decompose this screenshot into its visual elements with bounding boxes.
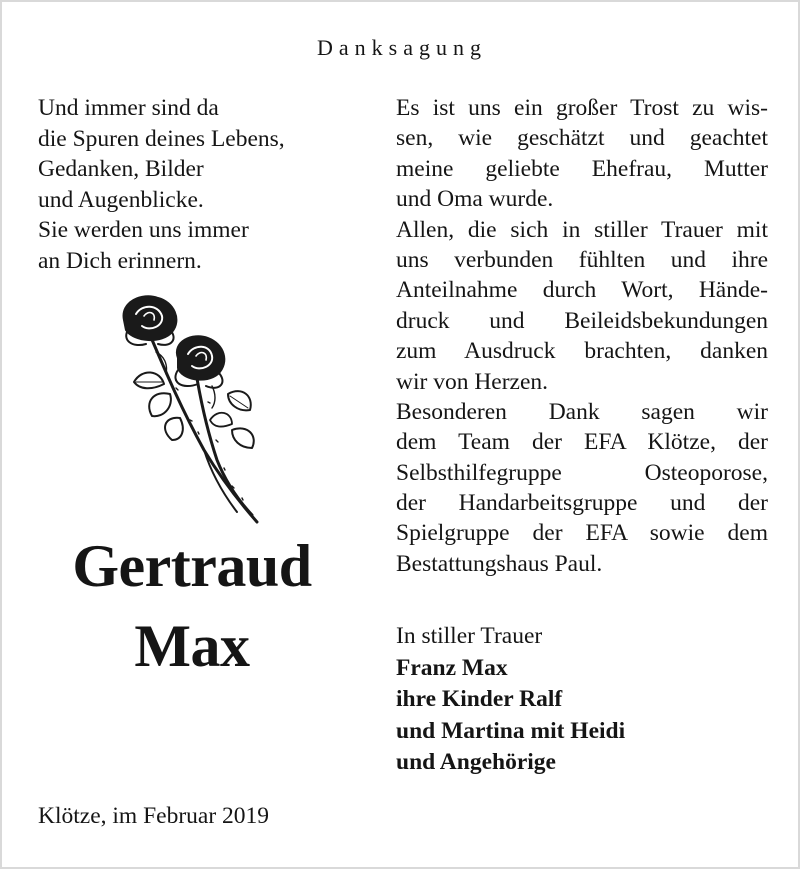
place-date: Klötze, im Februar 2019 bbox=[38, 803, 270, 829]
message-line: und Oma wurde. bbox=[396, 186, 554, 213]
poem-line: Gedanken, Bilder bbox=[38, 156, 204, 182]
signature-intro: In stiller Trauer bbox=[396, 623, 543, 649]
signature-name: und Angehörige bbox=[396, 749, 556, 775]
thank-you-message bbox=[396, 93, 768, 579]
message-line: Spielgruppe der EFA sowie dem bbox=[396, 520, 768, 547]
signature-name: Franz Max bbox=[396, 654, 508, 681]
message-line: Es ist uns ein großer Trost zu wis- bbox=[396, 95, 768, 121]
message-line: zum Ausdruck brachten, danken bbox=[396, 338, 768, 365]
poem-line: an Dich erinnern. bbox=[38, 247, 202, 274]
rose-icon bbox=[112, 290, 282, 530]
message-line: Allen, die sich in stiller Trauer mit bbox=[396, 216, 768, 243]
message-line: dem Team der EFA Klötze, der bbox=[396, 429, 768, 456]
deceased-last-name: Max bbox=[134, 613, 250, 679]
poem-line: und Augenblicke. bbox=[38, 186, 204, 213]
poem-line: die Spuren deines Lebens, bbox=[38, 125, 285, 152]
message-line: wir von Herzen. bbox=[396, 368, 549, 395]
message-line: meine geliebte Ehefrau, Mutter bbox=[396, 155, 768, 182]
message-line: der Handarbeitsgruppe und der bbox=[396, 490, 768, 517]
poem bbox=[38, 93, 358, 276]
signature-block bbox=[396, 621, 768, 779]
message-line: sen, wie geschätzt und geachtet bbox=[396, 125, 768, 152]
message-line: Selbsthilfegruppe Osteoporose, bbox=[396, 459, 768, 486]
message-line: Besonderen Dank sagen wir bbox=[396, 398, 768, 425]
deceased-first-name: Gertraud bbox=[72, 533, 312, 599]
signature-name: ihre Kinder Ralf bbox=[396, 686, 563, 712]
message-line: Anteilnahme durch Wort, Hände- bbox=[396, 277, 768, 304]
message-line: druck und Beileidsbekundungen bbox=[396, 307, 768, 334]
message-line: Bestattungshaus Paul. bbox=[396, 550, 603, 577]
notice-heading: Danksagung bbox=[317, 35, 487, 60]
poem-line: Und immer sind da bbox=[38, 95, 219, 121]
poem-line: Sie werden uns immer bbox=[38, 217, 249, 243]
signature-name: und Martina mit Heidi bbox=[396, 717, 626, 744]
message-line: uns verbunden fühlten und ihre bbox=[396, 246, 768, 273]
